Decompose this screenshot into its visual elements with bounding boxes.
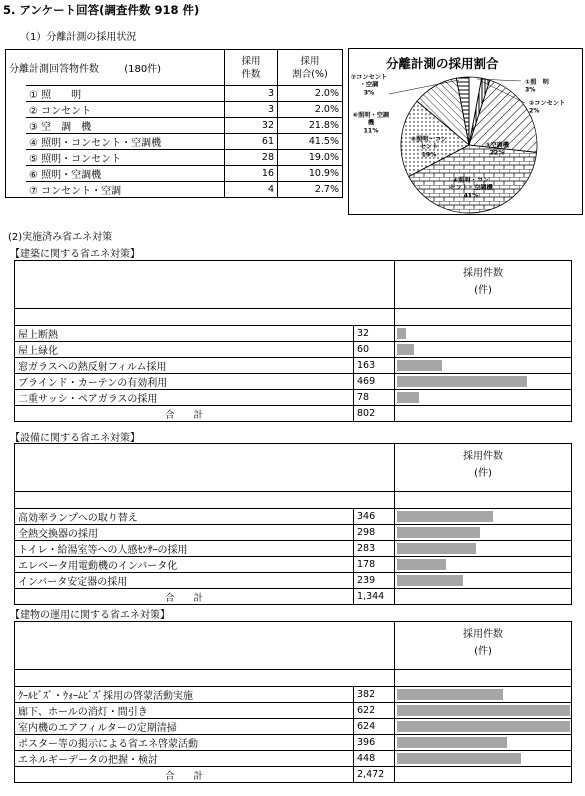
- bar-cell: [395, 573, 572, 589]
- row-label: ④ 照明・コンセント・空調機: [26, 134, 225, 150]
- measure-label: ｸｰﾙﾋﾞｽﾞ・ｳｫｰﾑﾋﾞｽﾞ採用の啓蒙活動実施: [15, 687, 354, 703]
- spacer: [395, 492, 572, 509]
- pie-data-label: ⑥照明・空調機 11%: [352, 112, 390, 135]
- bar-cell: [395, 687, 572, 703]
- bar-cell: [395, 390, 572, 406]
- bar-cell: [395, 326, 572, 342]
- head-count-text: (180件): [124, 64, 162, 75]
- subtitle-separate-metering: （1）分離計測の採用状況: [20, 32, 137, 43]
- header-blank: [15, 444, 395, 492]
- table-row: [15, 719, 572, 735]
- header-adoption-label: 採用件数: [463, 629, 503, 640]
- bar-cell: [395, 735, 572, 751]
- table-row: [6, 150, 343, 166]
- col-adoption-count: 採用 件数: [225, 50, 278, 86]
- measure-count: 178: [354, 557, 395, 573]
- measure-label: 廊下、ホールの消灯・間引き: [15, 703, 354, 719]
- row-count: 4: [225, 182, 278, 198]
- total-blank: [395, 589, 572, 605]
- bar: [397, 543, 476, 554]
- spacer: [395, 309, 572, 326]
- table-row: [15, 342, 572, 358]
- total-blank: [395, 406, 572, 422]
- spacer: [15, 670, 395, 687]
- header-blank: [15, 261, 395, 309]
- row-label: ⑤ 照明・コンセント: [26, 150, 225, 166]
- table-row: [15, 687, 572, 703]
- header-adoption-count: [395, 444, 572, 492]
- row-label: ⑦ コンセント・空調: [26, 182, 225, 198]
- total-label: 合 計: [15, 589, 354, 605]
- header-adoption-label: 採用件数: [463, 451, 503, 462]
- measure-label: ポスター等の掲示による省エネ啓蒙活動: [15, 735, 354, 751]
- bar: [397, 376, 527, 387]
- bar: [397, 705, 570, 716]
- table-row: [6, 134, 343, 150]
- header-unit-label: (件): [474, 468, 492, 479]
- measure-label: ブラインド・カーテンの有効利用: [15, 374, 354, 390]
- measure-count: 78: [354, 390, 395, 406]
- section-heading-operation: 【建物の運用に関する省エネ対策】: [10, 610, 170, 621]
- measures-table: [14, 260, 572, 422]
- measure-label: エレベータ用電動機のインバータ化: [15, 557, 354, 573]
- table-row: [6, 166, 343, 182]
- row-ratio: 41.5%: [278, 134, 343, 150]
- bar-cell: [395, 719, 572, 735]
- bar: [397, 753, 521, 764]
- total-value: 2,472: [354, 767, 395, 783]
- table-row: [15, 735, 572, 751]
- row-indent: [6, 86, 27, 102]
- section-heading-equipment: 【設備に関する省エネ対策】: [10, 433, 140, 444]
- table-row: [15, 703, 572, 719]
- bar: [397, 360, 442, 371]
- bar: [397, 392, 419, 403]
- total-label: 合 計: [15, 406, 354, 422]
- section-table-equipment: [14, 443, 572, 605]
- bar: [397, 559, 446, 570]
- bar: [397, 527, 480, 538]
- pie-data-label: ②コンセント 2%: [529, 100, 566, 115]
- separate-metering-table: [5, 49, 343, 198]
- table-head-label: [6, 50, 225, 86]
- measure-count: 60: [354, 342, 395, 358]
- row-ratio: 2.0%: [278, 102, 343, 118]
- row-count: 61: [225, 134, 278, 150]
- bar-cell: [395, 342, 572, 358]
- bar-cell: [395, 557, 572, 573]
- bar-cell: [395, 358, 572, 374]
- row-count: 3: [225, 86, 278, 102]
- pie-data-label: ①照 明 3%: [525, 79, 549, 94]
- total-label: 合 計: [15, 767, 354, 783]
- total-value: 802: [354, 406, 395, 422]
- pie-title: 分離計測の採用割合: [386, 56, 499, 71]
- bar-cell: [395, 509, 572, 525]
- spacer: [15, 492, 395, 509]
- bar-cell: [395, 374, 572, 390]
- header-adoption-count: [395, 261, 572, 309]
- bar: [397, 328, 406, 339]
- bar: [397, 721, 570, 732]
- bar-cell: [395, 703, 572, 719]
- row-count: 32: [225, 118, 278, 134]
- row-indent: [6, 150, 27, 166]
- header-unit-label: (件): [474, 646, 492, 657]
- measure-label: インバータ安定器の採用: [15, 573, 354, 589]
- table-row: [15, 374, 572, 390]
- row-ratio: 2.0%: [278, 86, 343, 102]
- spacer: [395, 670, 572, 687]
- row-label: ⑥ 照明・空調機: [26, 166, 225, 182]
- row-ratio: 21.8%: [278, 118, 343, 134]
- measures-table: [14, 443, 572, 605]
- row-count: 3: [225, 102, 278, 118]
- bar: [397, 511, 493, 522]
- row-label: ② コンセント: [26, 102, 225, 118]
- table-row: [15, 390, 572, 406]
- row-count: 28: [225, 150, 278, 166]
- subtitle-measures: (2)実施済み省エネ対策: [8, 232, 113, 243]
- measures-table: [14, 621, 572, 783]
- measure-count: 382: [354, 687, 395, 703]
- section-table-building: [14, 260, 572, 422]
- measure-count: 448: [354, 751, 395, 767]
- measure-count: 32: [354, 326, 395, 342]
- measure-label: 室内機のエアフィルターの定期清掃: [15, 719, 354, 735]
- pie-data-label: ③空調機 22%: [485, 142, 509, 157]
- page-title: 5. アンケート回答(調査件数 918 件): [3, 3, 200, 17]
- measure-count: 622: [354, 703, 395, 719]
- table-row: [15, 525, 572, 541]
- measure-count: 298: [354, 525, 395, 541]
- header-adoption-count: [395, 622, 572, 670]
- measure-label: トイレ・給湯室等への人感ｾﾝｻｰの採用: [15, 541, 354, 557]
- table-row: [15, 326, 572, 342]
- measure-count: 469: [354, 374, 395, 390]
- row-indent: [6, 134, 27, 150]
- section-table-operation: [14, 621, 572, 783]
- row-indent: [6, 182, 27, 198]
- row-ratio: 19.0%: [278, 150, 343, 166]
- table-row: [6, 102, 343, 118]
- measure-label: 窓ガラスへの熱反射フィルム採用: [15, 358, 354, 374]
- row-ratio: 10.9%: [278, 166, 343, 182]
- pie-data-label: ⑤照明・コンセント 19%: [410, 136, 448, 159]
- measure-count: 346: [354, 509, 395, 525]
- header-adoption-label: 採用件数: [463, 268, 503, 279]
- measure-count: 239: [354, 573, 395, 589]
- row-indent: [6, 118, 27, 134]
- table-row: [15, 751, 572, 767]
- total-value: 1,344: [354, 589, 395, 605]
- measure-count: 396: [354, 735, 395, 751]
- pie-chart: [349, 49, 582, 214]
- bar: [397, 737, 507, 748]
- bar: [397, 344, 414, 355]
- measure-count: 163: [354, 358, 395, 374]
- table-row: [15, 557, 572, 573]
- measure-count: 283: [354, 541, 395, 557]
- row-ratio: 2.7%: [278, 182, 343, 198]
- pie-data-label: ⑦コンセント・空調 3%: [350, 74, 388, 97]
- table-row: [6, 86, 343, 102]
- measure-label: 屋上緑化: [15, 342, 354, 358]
- measure-label: エネルギーデータの把握・検討: [15, 751, 354, 767]
- measure-label: 高効率ランプへの取り替え: [15, 509, 354, 525]
- pie-chart-box: [348, 48, 583, 215]
- total-blank: [395, 767, 572, 783]
- table-row: [6, 118, 343, 134]
- bar: [397, 575, 463, 586]
- row-count: 16: [225, 166, 278, 182]
- bar-cell: [395, 751, 572, 767]
- row-label: ③ 空 調 機: [26, 118, 225, 134]
- table-row: [15, 573, 572, 589]
- table-row: [6, 182, 343, 198]
- measure-label: 屋上断熱: [15, 326, 354, 342]
- header-blank: [15, 622, 395, 670]
- table-row: [15, 509, 572, 525]
- col-adoption-ratio: 採用 割合(%): [292, 55, 328, 80]
- table-row: [15, 541, 572, 557]
- table-row: [15, 358, 572, 374]
- row-indent: [6, 166, 27, 182]
- measure-label: 全熱交換器の採用: [15, 525, 354, 541]
- head-label-text: 分離計測回答物件数: [9, 64, 99, 75]
- row-indent: [6, 102, 27, 118]
- pie-data-label: ④照明・コンセント・空調機 41%: [449, 177, 493, 200]
- section-heading-building: 【建築に関する省エネ対策】: [10, 249, 140, 260]
- spacer: [15, 309, 395, 326]
- measure-label: 二重サッシ・ペアガラスの採用: [15, 390, 354, 406]
- bar: [397, 689, 503, 700]
- measure-count: 624: [354, 719, 395, 735]
- bar-cell: [395, 525, 572, 541]
- row-label: ① 照 明: [26, 86, 225, 102]
- bar-cell: [395, 541, 572, 557]
- header-unit-label: (件): [474, 285, 492, 296]
